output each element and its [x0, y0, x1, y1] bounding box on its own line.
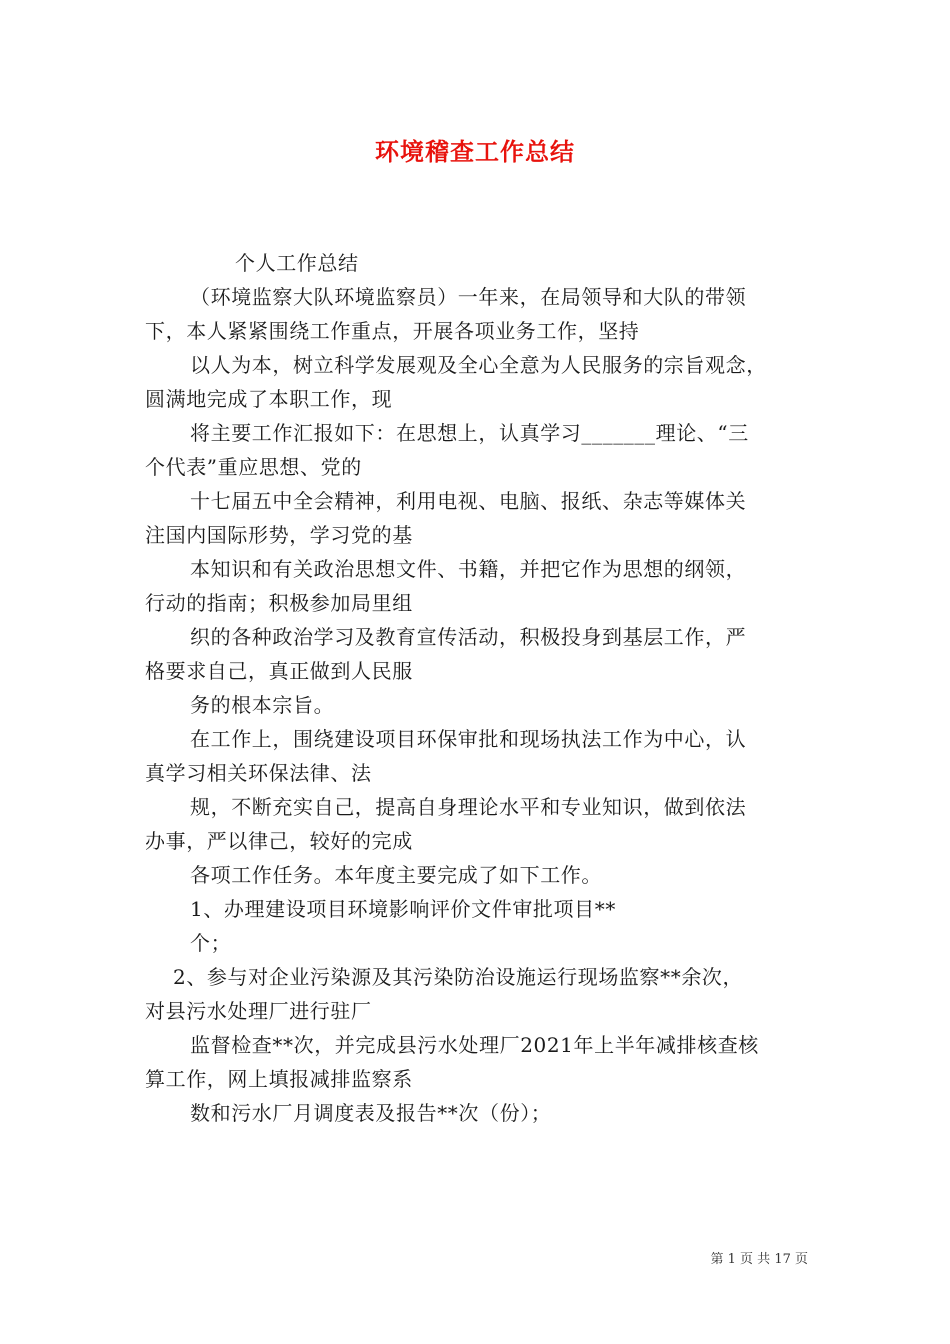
body-line: 在工作上，围绕建设项目环保审批和现场执法工作为中心，认 — [190, 727, 747, 751]
body-line: 格要求自己，真正做到人民服 — [145, 659, 413, 683]
body-line: 真学习相关环保法律、法 — [145, 761, 372, 785]
page-number: 第 1 页 共 17 页 — [710, 1252, 808, 1267]
body-line: 个； — [190, 931, 232, 955]
body-line: 2、参与对企业污染源及其污染防治设施运行现场监察**余次， — [173, 965, 744, 989]
body-line: 织的各种政治学习及教育宣传活动，积极投身到基层工作，严 — [190, 625, 747, 649]
body-line: 行动的指南；积极参加局里组 — [145, 591, 413, 615]
body-line: 注国内国际形势，学习党的基 — [145, 523, 413, 547]
body-line: 将主要工作汇报如下：在思想上，认真学习_______理论、“三 — [190, 421, 749, 445]
document-body — [145, 246, 815, 1130]
section-heading: 个人工作总结 — [235, 251, 359, 275]
body-line: 个代表”重应思想、党的 — [145, 455, 362, 479]
body-line: 本知识和有关政治思想文件、书籍，并把它作为思想的纲领， — [190, 557, 747, 581]
body-line: 数和污水厂月调度表及报告**次（份）； — [190, 1101, 552, 1125]
body-line: 下，本人紧紧围绕工作重点，开展各项业务工作，坚持 — [145, 319, 640, 343]
body-line: 1、办理建设项目环境影响评价文件审批项目** — [190, 897, 616, 921]
body-line: 各项工作任务。本年度主要完成了如下工作。 — [190, 863, 602, 887]
body-line: 十七届五中全会精神，利用电视、电脑、报纸、杂志等媒体关 — [190, 489, 747, 513]
body-line: 对县污水处理厂进行驻厂 — [145, 999, 372, 1023]
body-line: 圆满地完成了本职工作，现 — [145, 387, 393, 411]
body-line: （环境监察大队环境监察员）一年来，在局领导和大队的带领 — [190, 285, 747, 309]
document-title: 环境稽查工作总结 — [375, 137, 575, 166]
body-line: 监督检查**次，并完成县污水处理厂2021年上半年减排核查核 — [190, 1033, 759, 1057]
body-line: 务的根本宗旨。 — [190, 693, 335, 717]
body-line: 以人为本，树立科学发展观及全心全意为人民服务的宗旨观念， — [190, 353, 767, 377]
body-line: 规，不断充实自己，提高自身理论水平和专业知识，做到依法 — [190, 795, 747, 819]
body-line: 算工作，网上填报减排监察系 — [145, 1067, 413, 1091]
body-line: 办事，严以律己，较好的完成 — [145, 829, 413, 853]
